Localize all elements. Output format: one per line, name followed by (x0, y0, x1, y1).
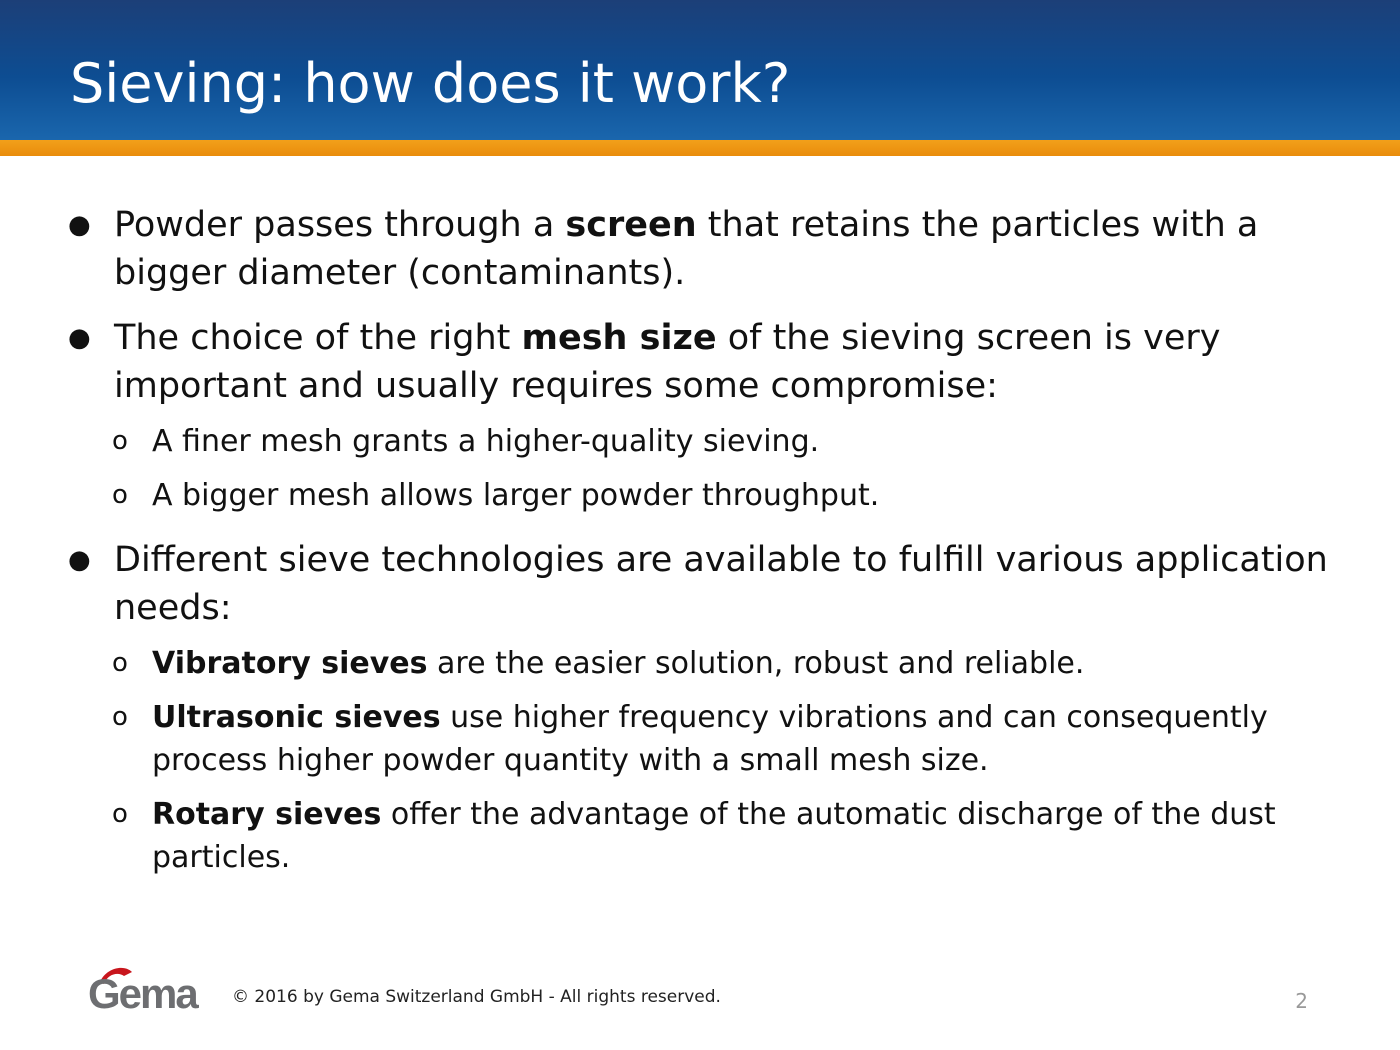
sub-bullet-marker: o (112, 648, 128, 678)
bullet-marker: ● (68, 545, 91, 575)
bullet-marker: ● (68, 323, 91, 353)
title-bar-accent-stripe (0, 140, 1400, 156)
sub-bullet-marker: o (112, 799, 128, 829)
slide-title: Sieving: how does it work? (70, 52, 791, 115)
sub-bullet-marker: o (112, 702, 128, 732)
bullet-text: Powder passes through a screen that retains the particles with a bigger diameter (contaminants). (114, 205, 1259, 293)
bullet-marker: ● (68, 210, 91, 240)
bullet-text: The choice of the right mesh size of the sieving screen is very important and usually requires some compromise: (114, 318, 1221, 406)
bullet-text: Different sieve technologies are available to fulfill various application needs: (114, 540, 1328, 628)
sub-bullet-marker: o (112, 480, 128, 510)
bold-term: Ultrasonic sieves (152, 700, 441, 735)
gema-logo-text: Gema (88, 970, 197, 1017)
sub-bullet-text: A finer mesh grants a higher-quality sieving. (152, 424, 820, 459)
page-number: 2 (1295, 989, 1308, 1013)
sub-bullet-text: A bigger mesh allows larger powder throughput. (152, 478, 880, 513)
bold-term: Rotary sieves (152, 797, 382, 832)
sub-bullet-text: Ultrasonic sieves use higher frequency vibrations and can consequently process higher powder quantity with a small mesh size. (152, 700, 1268, 778)
bold-term: Vibratory sieves (152, 646, 428, 681)
gema-logo (86, 962, 216, 1018)
bold-term: screen (565, 205, 697, 245)
sub-bullet-text: Vibratory sieves are the easier solution, robust and reliable. (152, 646, 1085, 681)
sub-bullet-text: Rotary sieves offer the advantage of the automatic discharge of the dust particles. (152, 797, 1276, 875)
bold-term: mesh size (521, 318, 717, 358)
sub-bullet-marker: o (112, 426, 128, 456)
copyright-notice: © 2016 by Gema Switzerland GmbH - All rights reserved. (232, 987, 721, 1007)
